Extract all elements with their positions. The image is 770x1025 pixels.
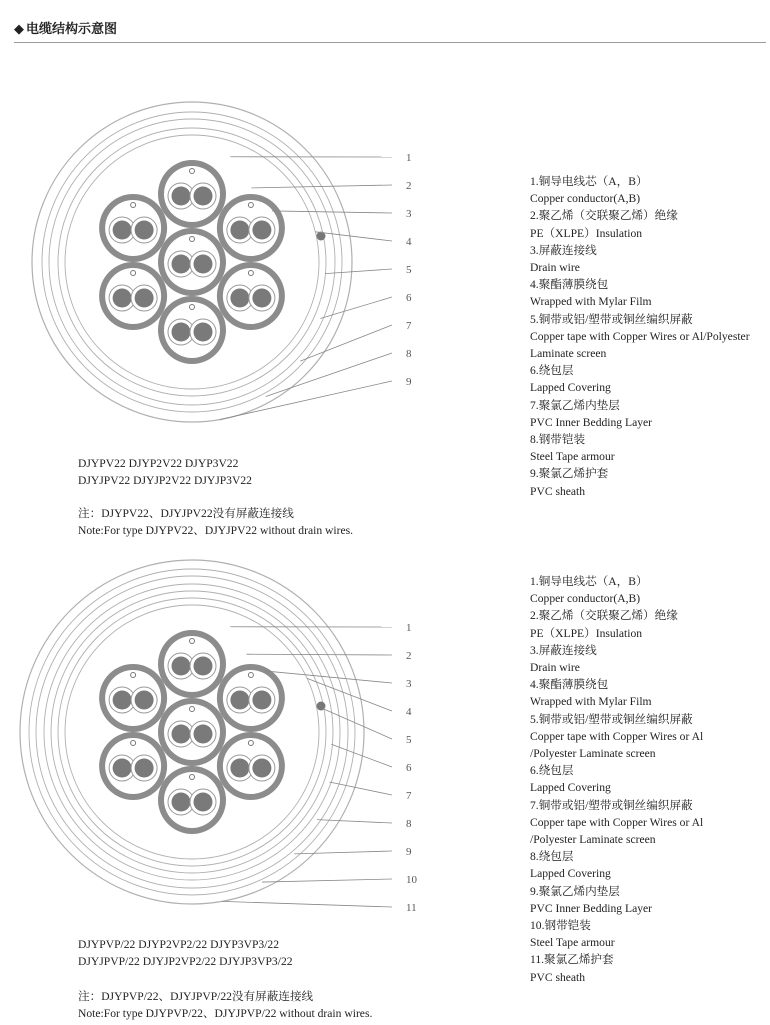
legend-line: 3.屏蔽连接线	[530, 243, 597, 257]
drain-wire	[190, 305, 195, 310]
legend-line: 2.聚乙烯（交联聚乙烯）绝缘	[530, 609, 678, 623]
drain-wire	[131, 673, 136, 678]
callout-number: 3	[406, 208, 412, 220]
twisted-pair	[99, 262, 167, 330]
legend-line: Laminate screen	[530, 347, 607, 361]
legend-line: 10.钢带铠装	[530, 919, 591, 933]
callout-number: 8	[406, 818, 412, 830]
model-list-2	[78, 936, 293, 970]
model-line: DJYPVP/22 DJYP2VP2/22 DJYP3VP3/22	[78, 938, 280, 951]
copper-conductor	[172, 187, 191, 206]
legend-line: 4.聚酯薄膜绕包	[530, 678, 609, 692]
copper-conductor	[194, 725, 213, 744]
callout-line	[220, 381, 392, 420]
copper-conductor	[113, 289, 132, 308]
drain-wire	[190, 707, 195, 712]
legend-line: 7.聚氯乙烯内垫层	[530, 398, 620, 412]
callout-line	[266, 353, 392, 396]
twisted-pair	[158, 296, 226, 364]
legend-line: Steel Tape armour	[530, 936, 615, 950]
copper-conductor	[113, 221, 132, 240]
callout-number: 5	[406, 264, 412, 276]
copper-conductor	[194, 323, 213, 342]
twisted-pair	[158, 766, 226, 834]
callout-number: 2	[406, 180, 412, 192]
legend-line: 5.铜带或铝/塑带或铜丝编织屏蔽	[530, 712, 693, 726]
legend-line: Drain wire	[530, 661, 580, 675]
model-line: DJYJPV22 DJYJP2V22 DJYJP3V22	[78, 474, 252, 487]
copper-conductor	[194, 255, 213, 274]
copper-conductor	[230, 221, 249, 240]
legend-line: Copper tape with Copper Wires or Al	[530, 729, 704, 743]
callout-line	[300, 325, 392, 361]
legend-line: Wrapped with Mylar Film	[530, 295, 652, 309]
legend-line: 5.铜带或铝/塑带或铜丝编织屏蔽	[530, 312, 693, 326]
note-2	[78, 988, 372, 1022]
legend-line: Wrapped with Mylar Film	[530, 695, 652, 709]
diamond-bullet-icon: ◆	[14, 22, 24, 37]
legend-line: 9.聚氯乙烯护套	[530, 467, 609, 481]
callout-line	[320, 297, 392, 318]
legend-line: Lapped Covering	[530, 867, 611, 881]
legend-line: 1.铜导电线芯（A，B）	[530, 575, 648, 588]
legend-line: 8.绕包层	[530, 850, 574, 864]
legend-line: 2.聚乙烯（交联聚乙烯）绝缘	[530, 209, 678, 223]
drain-wire	[248, 203, 253, 208]
copper-conductor	[252, 759, 271, 778]
note-line: 注：DJYPV22、DJYJPV22没有屏蔽连接线	[78, 507, 294, 520]
model-line: DJYJPVP/22 DJYJP2VP2/22 DJYJP3VP3/22	[78, 955, 293, 968]
twisted-pair	[217, 194, 285, 262]
callout-number: 1	[406, 152, 412, 164]
twisted-pair	[158, 630, 226, 698]
callout-line	[222, 901, 392, 907]
drain-wire	[190, 169, 195, 174]
copper-conductor	[172, 793, 191, 812]
legend-line: PE（XLPE）Insulation	[530, 626, 643, 640]
callout-number: 9	[406, 846, 412, 858]
callout-number: 7	[406, 790, 412, 802]
drain-wire	[190, 775, 195, 780]
copper-conductor	[113, 691, 132, 710]
callout-line	[294, 851, 392, 854]
copper-conductor	[252, 691, 271, 710]
note-line: Note:For type DJYPVP/22、DJYJPVP/22 without drain wires.	[78, 1007, 373, 1020]
legend-line: /Polyester Laminate screen	[530, 833, 656, 847]
copper-conductor	[230, 691, 249, 710]
callout-number: 3	[406, 678, 412, 690]
twisted-pair	[158, 160, 226, 228]
legend-line: PVC Inner Bedding Layer	[530, 415, 653, 429]
copper-conductor	[113, 759, 132, 778]
twisted-pair	[217, 262, 285, 330]
note-line: Note:For type DJYPV22、DJYJPV22 without drain wires.	[78, 524, 354, 537]
legend-line: 1.铜导电线芯（A，B）	[530, 175, 648, 188]
model-line: DJYPV22 DJYP2V22 DJYP3V22	[78, 457, 239, 470]
callout-line	[329, 782, 392, 795]
legend-1	[530, 173, 750, 500]
drain-wire	[131, 271, 136, 276]
copper-conductor	[194, 793, 213, 812]
callout-number: 6	[406, 292, 412, 304]
callout-number: 6	[406, 762, 412, 774]
callout-number: 4	[406, 706, 412, 718]
callout-number: 8	[406, 348, 412, 360]
copper-conductor	[230, 289, 249, 308]
legend-line: 7.铜带或铝/塑带或铜丝编织屏蔽	[530, 798, 693, 812]
copper-conductor	[252, 221, 271, 240]
page-title: 电缆结构示意图	[26, 22, 118, 37]
legend-2	[530, 573, 703, 986]
legend-line: Steel Tape armour	[530, 450, 615, 464]
copper-conductor	[135, 759, 154, 778]
copper-conductor	[194, 187, 213, 206]
twisted-pair	[158, 698, 226, 766]
legend-line: 3.屏蔽连接线	[530, 643, 597, 657]
twisted-pair	[99, 664, 167, 732]
legend-line: 6.绕包层	[530, 764, 574, 778]
callout-number: 7	[406, 320, 412, 332]
legend-line: Drain wire	[530, 261, 580, 275]
cable-cross-section-1	[0, 0, 460, 460]
callout-number: 1	[406, 622, 412, 634]
twisted-pair	[217, 664, 285, 732]
drain-wire	[248, 741, 253, 746]
callout-line	[323, 709, 392, 739]
legend-line: Copper tape with Copper Wires or Al	[530, 815, 704, 829]
callout-number: 4	[406, 236, 412, 248]
copper-conductor	[135, 691, 154, 710]
callout-line	[315, 232, 392, 241]
legend-line: Copper conductor(A,B)	[530, 192, 641, 206]
legend-line: PVC sheath	[530, 484, 586, 498]
twisted-pair	[99, 732, 167, 800]
legend-line: 4.聚酯薄膜绕包	[530, 278, 609, 292]
twisted-pair	[99, 194, 167, 262]
note-line: 注：DJYPVP/22、DJYJPVP/22没有屏蔽连接线	[78, 990, 314, 1003]
callout-number: 10	[406, 874, 417, 886]
copper-conductor	[230, 759, 249, 778]
drain-wire	[190, 639, 195, 644]
twisted-pair	[217, 732, 285, 800]
drain-wire	[248, 271, 253, 276]
twisted-pair	[158, 228, 226, 296]
callout-number: 5	[406, 734, 412, 746]
copper-conductor	[194, 657, 213, 676]
legend-line: 6.绕包层	[530, 364, 574, 378]
callout-number: 9	[406, 376, 412, 388]
legend-line: PE（XLPE）Insulation	[530, 226, 643, 240]
drain-wire	[131, 203, 136, 208]
copper-conductor	[135, 221, 154, 240]
copper-conductor	[172, 725, 191, 744]
copper-conductor	[135, 289, 154, 308]
legend-line: 9.聚氯乙烯内垫层	[530, 884, 620, 898]
callout-number: 2	[406, 650, 412, 662]
legend-line: Lapped Covering	[530, 781, 611, 795]
copper-conductor	[172, 657, 191, 676]
legend-line: 11.聚氯乙烯护套	[530, 953, 614, 967]
legend-line: /Polyester Laminate screen	[530, 747, 656, 761]
drain-wire	[190, 237, 195, 242]
legend-line: Copper conductor(A,B)	[530, 592, 641, 606]
legend-line: 8.钢带铠装	[530, 433, 586, 447]
cable-cross-section-2	[0, 470, 460, 930]
legend-line: PVC Inner Bedding Layer	[530, 901, 653, 915]
legend-line: PVC sheath	[530, 970, 586, 984]
copper-conductor	[172, 323, 191, 342]
callout-line	[272, 211, 392, 213]
callout-number: 11	[406, 902, 417, 914]
callout-line	[246, 654, 392, 655]
legend-line: Copper tape with Copper Wires or Al/Polyester	[530, 329, 750, 343]
copper-conductor	[252, 289, 271, 308]
drain-wire	[248, 673, 253, 678]
drain-wire	[131, 741, 136, 746]
callout-line	[265, 671, 392, 683]
legend-line: Lapped Covering	[530, 381, 611, 395]
copper-conductor	[172, 255, 191, 274]
